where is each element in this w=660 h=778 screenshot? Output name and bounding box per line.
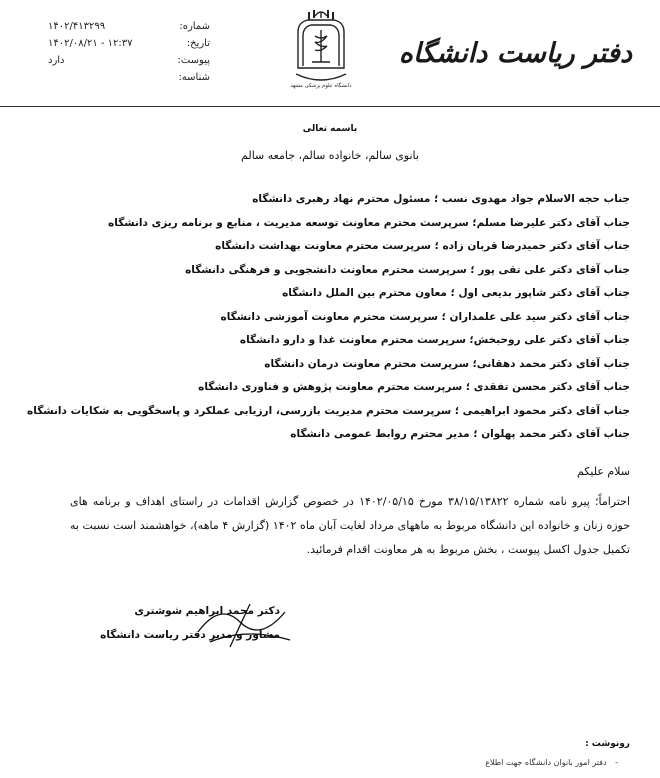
letter-body: احتراماً؛ پیرو نامه شماره ۳۸/۱۵/۱۳۸۲۲ مورخ ۱۴۰۲/۰۵/۱۵ در خصوص گزارش اقدامات در راستای اهداف و برنامه های حوزه زنان و خانواده این دانشگاه مربوط به ماههای مرداد لغایت آبان ماه ۱۴۰۲ (گزارش ۴ ماهه)، خواهشمند است نسبت به تکمیل جدول اکسل پیوست ، بخش مربوط به هر معاونت اقدام فرمائید. [70, 495, 631, 556]
cc-item-text: دفتر امور بانوان دانشگاه جهت اطلاع [485, 758, 607, 767]
recipient-item: جناب حجه الاسلام جواد مهدوی نسب ؛ مسئول محترم نهاد رهبری دانشگاه [252, 193, 630, 205]
recipient-item: جناب آقای دکتر سید علی علمداران ؛ سرپرست محترم معاونت آموزشی دانشگاه [220, 310, 630, 323]
office-title: دفتر ریاست دانشگاه [398, 38, 632, 69]
recipient-item: جناب آقای دکتر علی روحبخش؛ سرپرست محترم معاونت غذا و دارو دانشگاه [239, 334, 630, 346]
letter-meta [40, 18, 210, 86]
recipient-item: جناب آقای دکتر محمود ابراهیمی ؛ سرپرست محترم مدیریت بازرسی، ارزیابی عملکرد و پاسخگویی به شکایات دانشگاه [27, 404, 630, 417]
signatory-name: دکتر محمد ابراهیم شوشتری [134, 605, 280, 617]
meta-row [40, 35, 210, 52]
recipient-list [27, 188, 630, 447]
meta-label-id: شناسه: [178, 72, 210, 83]
meta-value-number: ۱۴۰۲/۴۱۳۲۹۹ [48, 21, 106, 32]
meta-label-number: شماره: [179, 21, 210, 32]
recipient-item: جناب آقای دکتر محمد دهقانی؛ سرپرست محترم معاونت درمان دانشگاه [264, 357, 630, 370]
meta-row [40, 52, 210, 69]
meta-value-id [42, 69, 158, 86]
slogan: بانوی سالم، خانواده سالم، جامعه سالم [241, 149, 419, 162]
cc-label: رونوشت : [585, 739, 630, 749]
signatory-title: مشاور و مدیر دفتر ریاست دانشگاه [100, 629, 280, 641]
cc-item [485, 758, 618, 767]
greeting: سلام علیکم [576, 465, 630, 478]
basmala: باسمه تعالی [302, 124, 358, 134]
recipient-item: جناب آقای دکتر علی تقی پور ؛ سرپرست محترم معاونت دانشجویی و فرهنگی دانشگاه [185, 263, 630, 276]
meta-row [40, 18, 210, 35]
recipient-item: جناب آقای دکتر حمیدرضا قربان زاده ؛ سرپرست محترم معاونت بهداشت دانشگاه [215, 240, 630, 252]
signature-block [100, 599, 280, 647]
header-divider [0, 106, 660, 107]
cc-bullet: - [615, 758, 618, 767]
recipient-item: جناب آقای دکتر محسن تفقدی ؛ سرپرست محترم معاونت پژوهش و فناوری دانشگاه [198, 381, 630, 393]
recipient-item: جناب آقای دکتر محمد پهلوان ؛ مدیر محترم روابط عمومی دانشگاه [290, 428, 630, 440]
meta-label-attachment: پیوست: [177, 55, 210, 66]
meta-value-attachment: دارد [48, 55, 65, 66]
recipient-item: جناب آقای دکتر علیرضا مسلم؛ سرپرست محترم معاونت توسعه مدیریت ، منابع و برنامه ریزی دانشگاه [108, 216, 630, 229]
meta-row [40, 69, 210, 86]
recipient-item: جناب آقای دکتر شاپور بدیعی اول ؛ معاون محترم بین الملل دانشگاه [282, 287, 630, 299]
meta-label-date: تاریخ: [186, 38, 210, 49]
logo-text: دانشگاه علوم پزشکی مشهد [290, 83, 352, 89]
university-logo [290, 8, 352, 90]
meta-value-date: ۱۴۰۲/۰۸/۲۱ - ۱۲:۳۷ [48, 38, 133, 49]
